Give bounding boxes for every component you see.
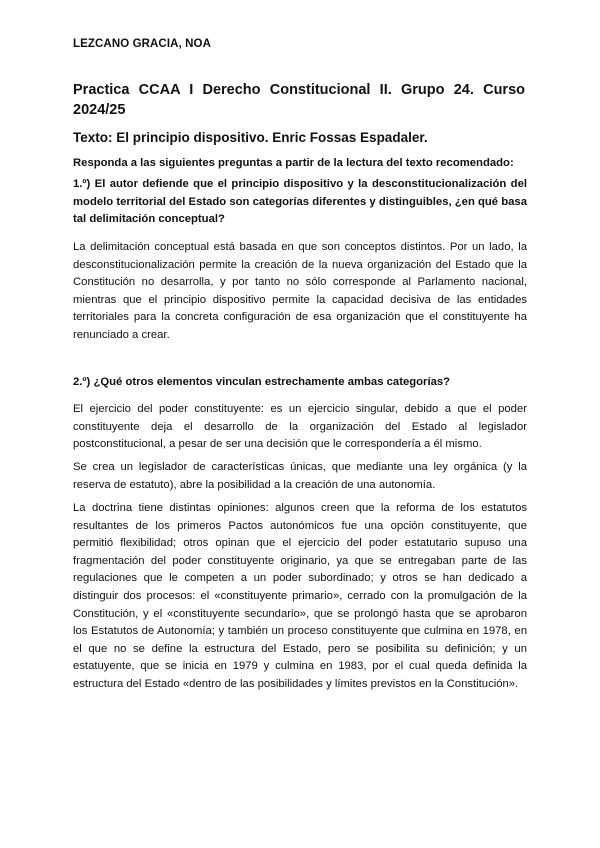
text-reference: Texto: El principio dispositivo. Enric Fossas Espadaler. [73, 130, 428, 145]
answer-2-paragraph-3: La doctrina tiene distintas opiniones: algunos creen que la reforma de los estatutos resultantes de los primeros Pactos autonómicos fue una opción constituyente, que permitió flexibilidad; otros opinan que el ejercicio del poder estatutario supuso una fragmentación del poder constituyente originario, ya que se entregaban parte de las regulaciones que le competen a un poder subordinado; y otros se han dedicado a distinguir dos procesos: el «constituyente primario», cerrado con la promulgación de la Constitución, y el «constituyente secundario», que se prolongó hasta que se aprobaron los Estatutos de Autonomía; y también un proceso constituyente que culmina en 1978, en el que no se define la estructura del Estado, pero se posibilita su definición; y un estatuyente, que se inicia en 1979 y culmina en 1983, por el cual queda definida la estructura del Estado «dentro de las posibilidades y límites previstos en la Constitución». [73, 502, 527, 690]
answer-2-paragraph-1: El ejercicio del poder constituyente: es un ejercicio singular, debido a que el poder constituyente deja el desarrollo de la organización del Estado al legislador postconstitucional, a pesar de ser una decisión que le correspondería a él mismo. [73, 403, 527, 451]
question-2: 2.º) ¿Qué otros elementos vinculan estrechamente ambas categorías? [73, 376, 451, 388]
author-name: LEZCANO GRACIA, NOA [73, 38, 211, 50]
answer-2-paragraph-2: Se crea un legislador de características únicas, que mediante una ley orgánica (y la reserva de estatuto), abre la posibilidad a la creación de una autonomía. [73, 461, 527, 491]
answer-1-paragraph-1: La delimitación conceptual está basada en que son conceptos distintos. Por un lado, la desconstitucionalización permite la creación de la nueva organización del Estado que la Constitución no desarrolla, y por tanto no sólo corresponde al Parlamento nacional, mientras que el principio dispositivo permite la capacidad decisiva de las entidades territoriales para la concreta configuración de esa organización que el constituyente ha renunciado a crear. [73, 241, 527, 341]
page-title: Practica CCAA I Derecho Constitucional II. Grupo 24. Curso 2024/25 [73, 82, 525, 118]
instructions: Responda a las siguientes preguntas a partir de la lectura del texto recomendado: [73, 157, 514, 169]
question-1: 1.º) El autor defiende que el principio dispositivo y la desconstitucionalización del modelo territorial del Estado son categorías diferentes y distinguibles, ¿en qué basa tal delimitación conceptual? [73, 178, 527, 225]
